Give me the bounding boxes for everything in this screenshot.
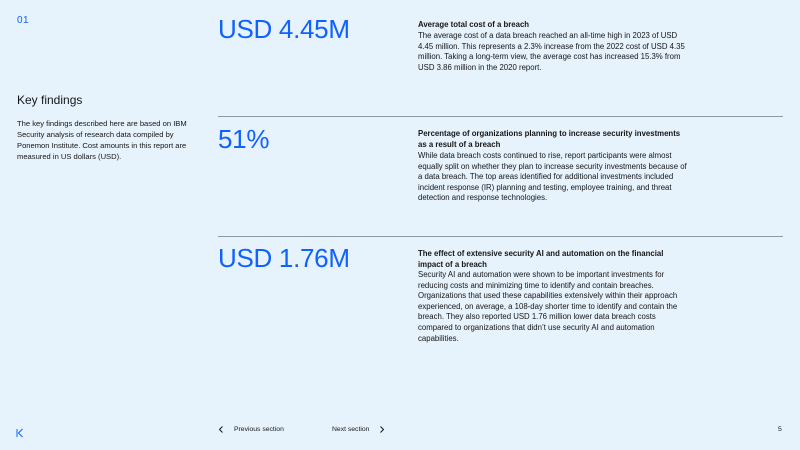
finding-stat: USD 1.76M — [218, 243, 350, 273]
finding-stat: USD 4.45M — [218, 14, 350, 44]
section-number: 01 — [17, 15, 30, 26]
finding-body: The average cost of a data breach reached an all-time high in 2023 of USD 4.45 million. This represents a 2.3% increase from the 2022 cost of USD 4.35 million. Taking a long-term view, the average cost has increased 15.3% from USD 3.86 million in the 2020 report. — [418, 31, 685, 72]
section-divider — [218, 236, 783, 237]
key-findings-title: Key findings — [17, 93, 83, 107]
previous-section-link[interactable] — [217, 425, 284, 434]
next-section-link[interactable] — [332, 425, 386, 434]
chevron-right-icon — [377, 425, 386, 434]
finding-body: Security AI and automation were shown to be important investments for reducing costs and minimizing time to identify and contain breaches. Organizations that used these capabilities extensively within their approach experienced, on average, a 108-day shorter time to identify and contain the breach. They also reported USD 1.76 million lower data breach costs compared to organizations that didn’t use security AI and automation capabilities. — [418, 270, 678, 343]
skip-to-first-icon[interactable] — [16, 425, 24, 435]
chevron-left-icon — [217, 425, 226, 434]
finding-heading: Percentage of organizations planning to increase security investments as a result of a breach — [418, 129, 681, 149]
finding-stat: 51% — [218, 124, 270, 154]
finding-body: While data breach costs continued to rise, report participants were almost equally split on whether they plan to increase security investments because of a data breach. The top areas identified for additional investments included incident response (IR) planning and testing, employee training, and threat detection and response technologies. — [418, 151, 687, 203]
key-findings-description: The key findings described here are based on IBM Security analysis of research data compiled by Ponemon Institute. Cost amounts in this report are measured in US dollars (USD). — [17, 119, 187, 161]
section-divider — [218, 116, 783, 117]
finding-heading: The effect of extensive security AI and automation on the financial impact of a breach — [418, 249, 664, 269]
skip-to-first-glyph — [16, 428, 24, 438]
finding-heading: Average total cost of a breach — [418, 20, 530, 29]
page-number: 5 — [778, 426, 782, 433]
next-section-label: Next section — [332, 426, 370, 433]
previous-section-label: Previous section — [234, 426, 284, 433]
